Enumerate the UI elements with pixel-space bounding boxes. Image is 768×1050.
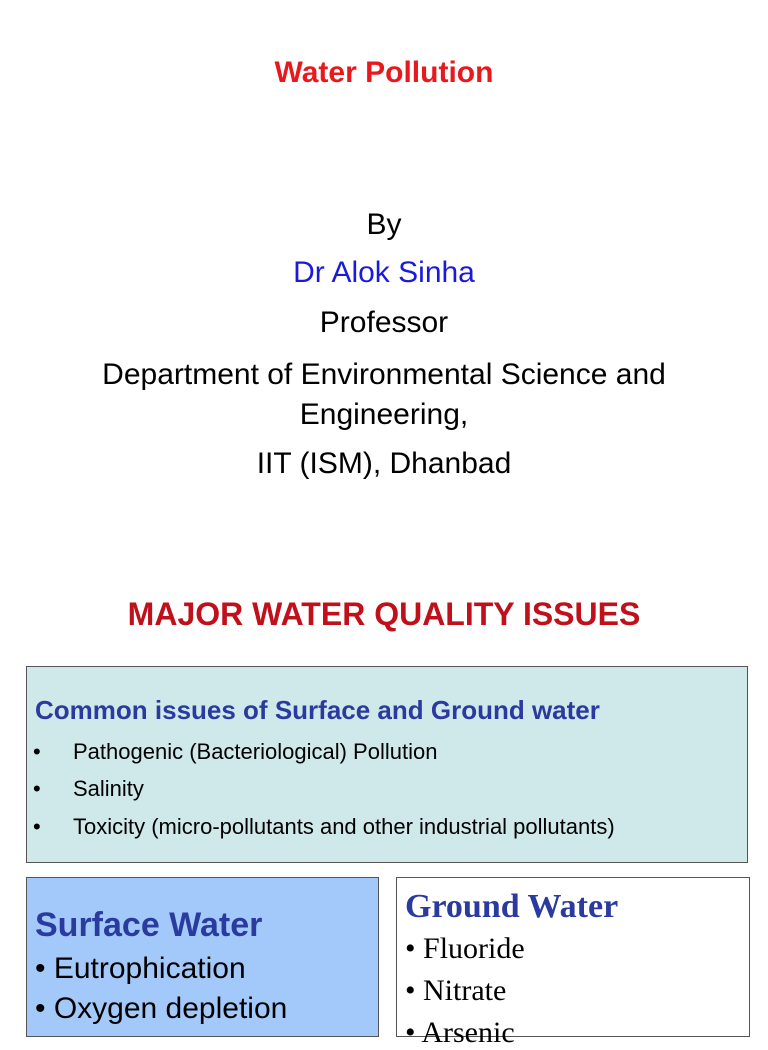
list-item: • Eutrophication [35, 952, 246, 985]
common-issues-box [26, 666, 748, 863]
list-item [33, 814, 615, 840]
surface-water-box [26, 877, 379, 1037]
section-heading: MAJOR WATER QUALITY ISSUES [127, 596, 641, 632]
list-item: • Fluoride [405, 932, 525, 965]
ground-water-title: Ground Water [405, 888, 619, 925]
list-item-text: Toxicity (micro-pollutants and other industrial pollutants) [73, 814, 615, 839]
author-name: Dr Alok Sinha [293, 256, 475, 289]
author-institute: IIT (ISM), Dhanbad [256, 447, 512, 480]
bullet: • [33, 739, 41, 764]
page-title: Water Pollution [274, 56, 494, 89]
bullet: • [33, 814, 41, 839]
list-item [33, 776, 144, 802]
list-item-text: Pathogenic (Bacteriological) Pollution [73, 739, 438, 764]
author-role: Professor [319, 306, 449, 339]
surface-water-title: Surface Water [35, 906, 263, 944]
list-item [33, 739, 437, 765]
common-issues-title: Common issues of Surface and Ground water [35, 695, 600, 725]
list-item-text: Salinity [73, 776, 144, 801]
list-item: • Arsenic [405, 1016, 515, 1049]
by-label: By [366, 208, 402, 241]
list-item: • Nitrate [405, 974, 507, 1007]
ground-water-box [396, 877, 750, 1049]
list-item: • Oxygen depletion [35, 992, 288, 1025]
bullet: • [33, 776, 41, 801]
author-department: Department of Environmental Science and Engineering, [102, 358, 666, 431]
